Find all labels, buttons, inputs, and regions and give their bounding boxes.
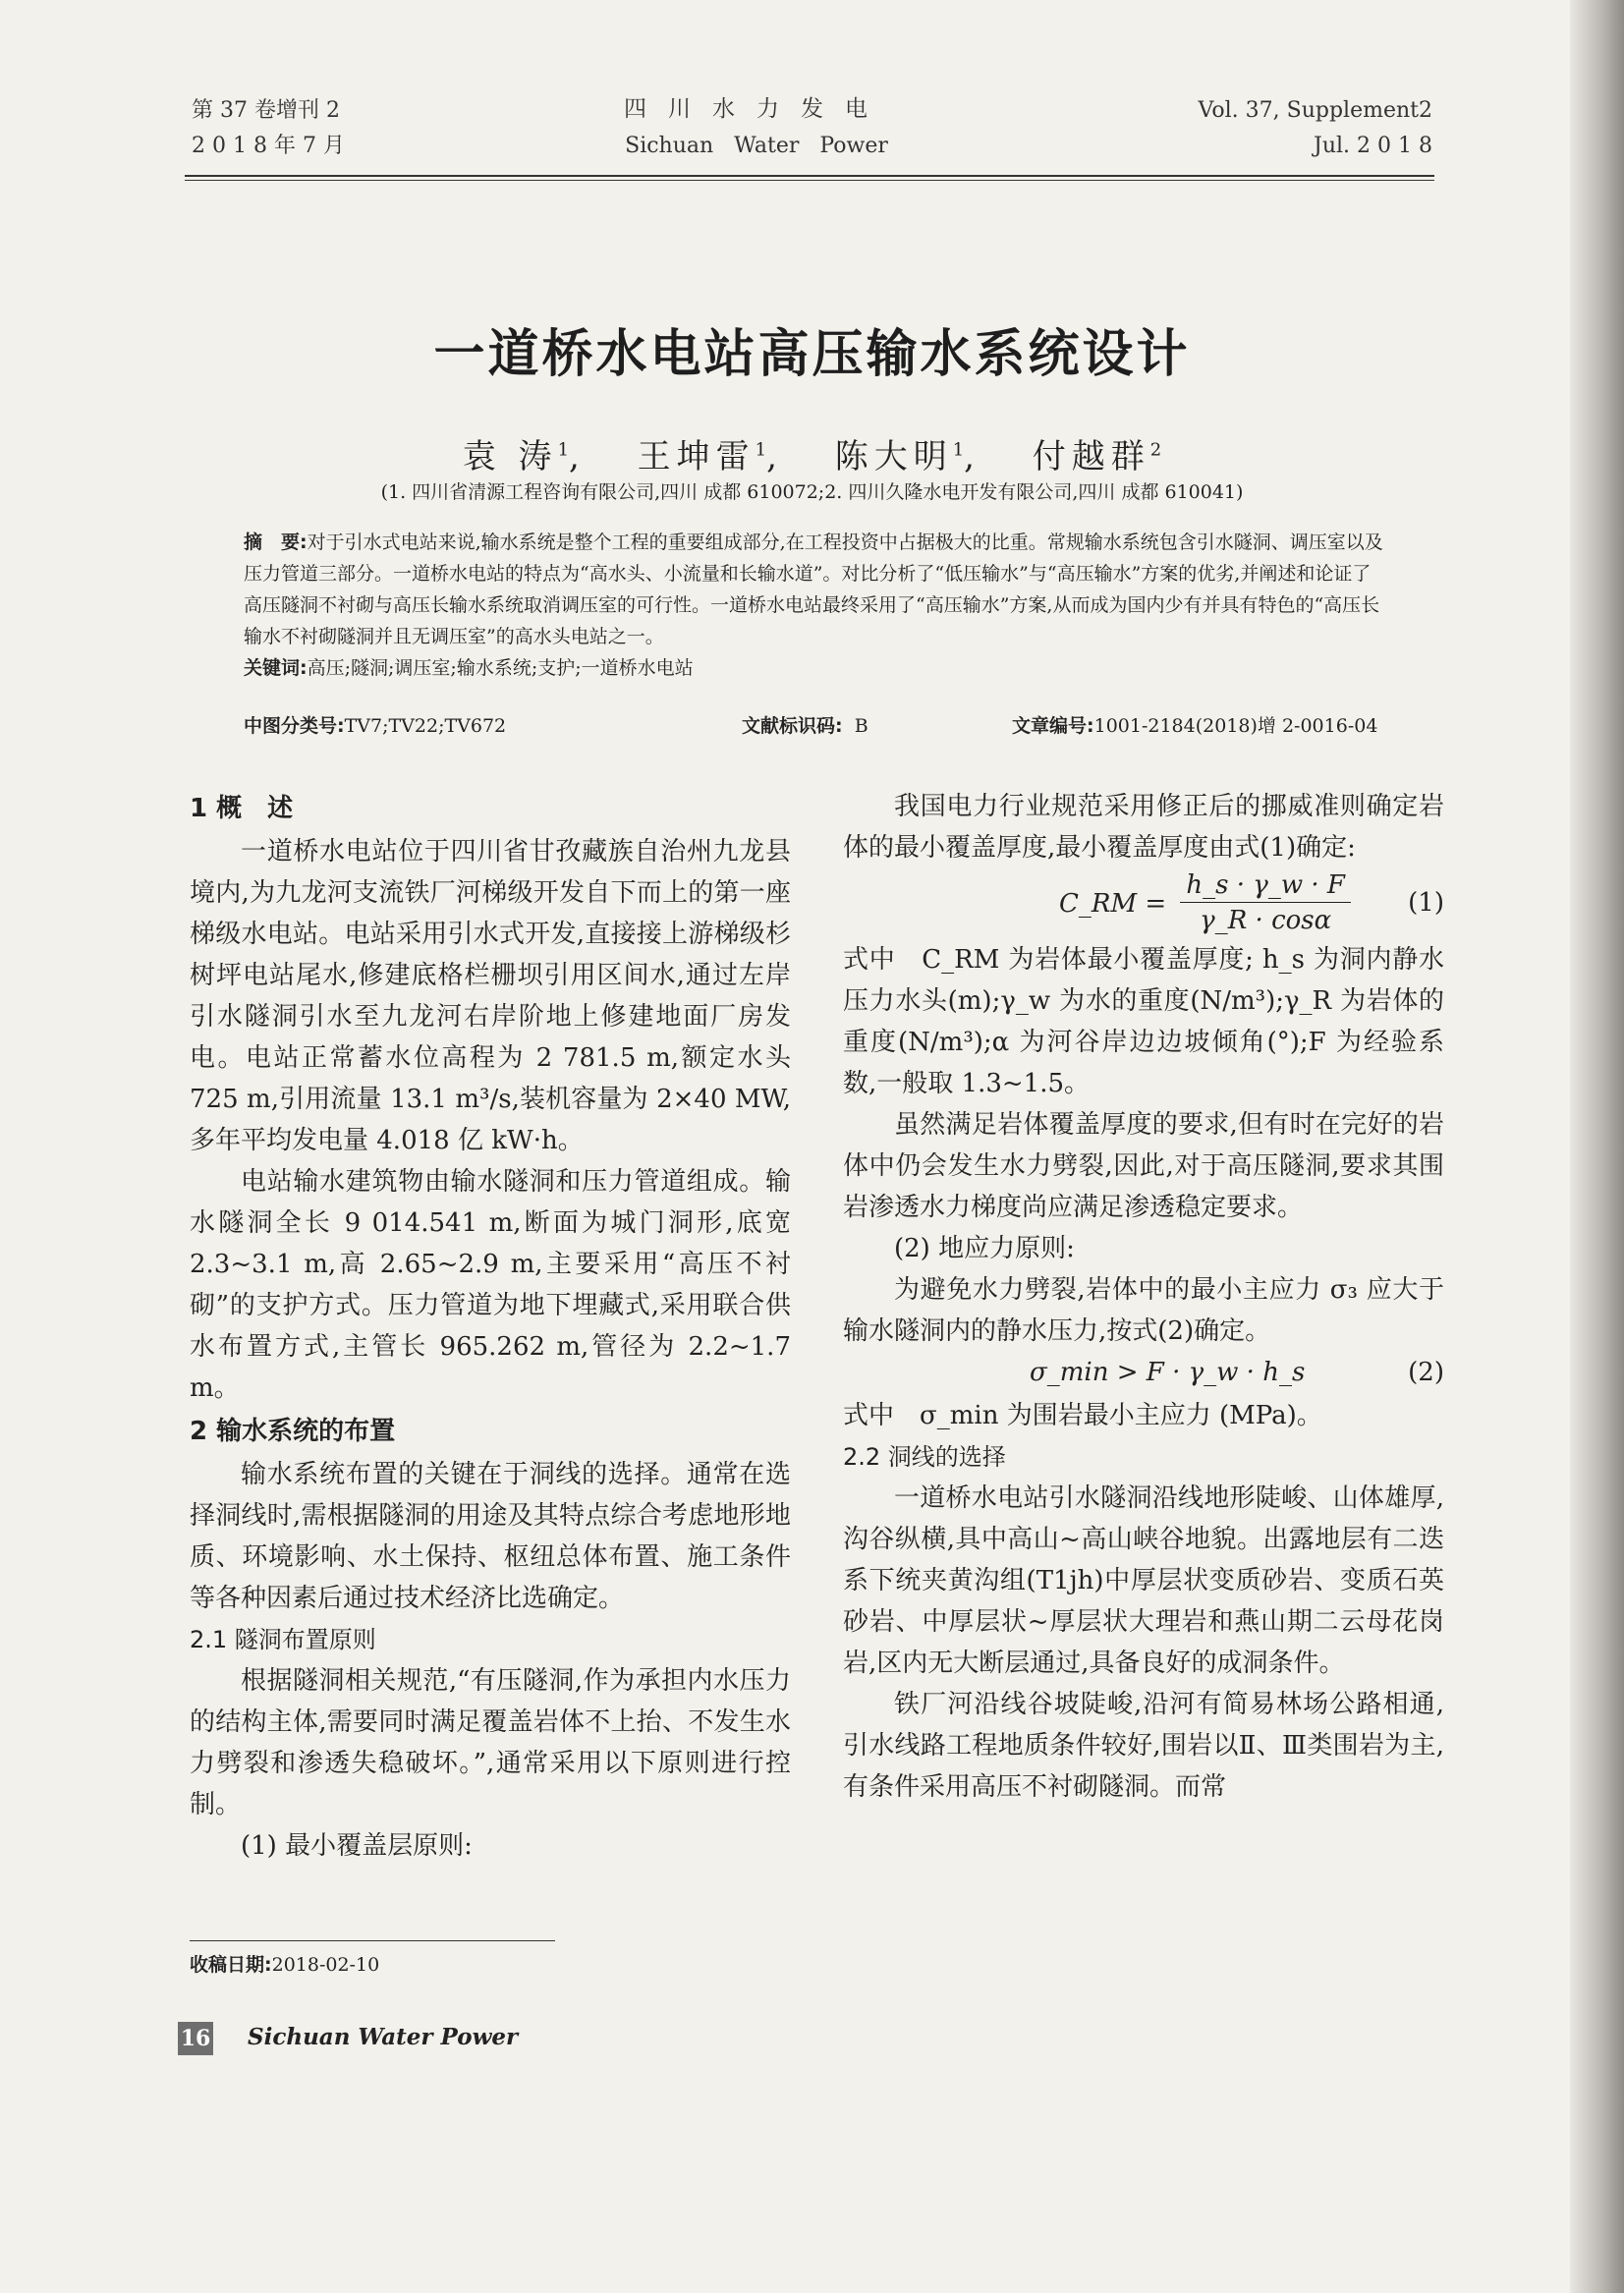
header-center — [550, 90, 963, 165]
paragraph: 电站输水建筑物由输水隧洞和压力管道组成。输水隧洞全长 9 014.541 m,断面为城门洞形,底宽 2.3~3.1 m,高 2.65~2.9 m,主要采用“高压不衬砌”的支护方式。压力管道为地下埋藏式,采用联合供水布置方式,主管长 965.262 m,管径为 2.2~1.7 m。 — [190, 1167, 791, 1403]
paragraph: 式中 σ_min 为围岩最小主应力 (MPa)。 — [843, 1401, 1322, 1430]
volume-issue: 第 37 卷增刊 2 — [192, 98, 340, 123]
abstract-block — [244, 527, 1383, 684]
affiliations: (1. 四川省清源工程咨询有限公司,四川 成都 610072;2. 四川久隆水电开发有限公司,四川 成都 610041) — [380, 481, 1244, 503]
keywords — [244, 652, 1383, 684]
right-column — [843, 786, 1444, 1808]
subsection-heading: 2.1 隧洞布置原则 — [190, 1626, 376, 1653]
paragraph: 一道桥水电站位于四川省甘孜藏族自治州九龙县境内,为九龙河支流铁厂河梯级开发自下而上的第一座梯级水电站。电站采用引水式开发,直接接上游梯级杉树坪电站尾水,修建底格栏栅坝引用区间水,通过左岸引水隧洞引水至九龙河右岸阶地上修建地面厂房发电。电站正常蓄水位高程为 2 781.5 m,额定水头 725 m,引用流量 13.1 m³/s,装机容量为 2×40 MW,多年平均发电量 4.018 亿 kW·h。 — [190, 837, 791, 1155]
journal-name-cn: 四川水力发电 — [624, 96, 889, 122]
author: 付越群$^2$ — [1032, 437, 1162, 476]
page-number: 16 — [178, 2022, 213, 2055]
paragraph: 根据隧洞相关规范,“有压隧洞,作为承担内水压力的结构主体,需要同时满足覆盖岩体不上抬、不发生水力劈裂和渗透失稳破坏。”,通常采用以下原则进行控制。 — [190, 1666, 791, 1819]
abstract — [244, 527, 1383, 652]
section-heading: 1 概 述 — [190, 794, 294, 823]
issue-date: 2 0 1 8 年 7 月 — [192, 134, 345, 158]
author: 袁 涛$^1$, — [462, 437, 586, 476]
received-date: 收稿日期:2018-02-10 — [190, 1954, 380, 1976]
equation-1 — [843, 868, 1444, 939]
paragraph: 为避免水力劈裂,岩体中的最小主应力 σ₃ 应大于输水隧洞内的静水压力,按式(2)确定。 — [843, 1275, 1444, 1346]
paragraph: 铁厂河沿线谷坡陡峻,沿河有简易林场公路相通,引水线路工程地质条件较好,围岩以Ⅱ、Ⅲ类围岩为主,有条件采用高压不衬砌隧洞。而常 — [843, 1690, 1444, 1802]
section-heading: 2 输水系统的布置 — [190, 1417, 396, 1446]
author: 陈大明$^1$, — [834, 437, 980, 476]
keywords-label: 关键词: — [244, 657, 308, 679]
footer-journal-name: Sichuan Water Power — [248, 2024, 519, 2050]
issue-date-en: Jul. 2 0 1 8 — [1314, 134, 1432, 158]
document-code: 文献标识码: B — [742, 715, 868, 737]
equation-numerator: h_s · γ_w · F — [1180, 868, 1351, 903]
paragraph: 我国电力行业规范采用修正后的挪威准则确定岩体的最小覆盖厚度,最小覆盖厚度由式(1)确定: — [843, 792, 1444, 863]
equation-2 — [843, 1352, 1444, 1395]
author: 王坤雷$^1$, — [637, 437, 783, 476]
header-right — [1199, 93, 1432, 164]
paragraph: (1) 最小覆盖层原则: — [241, 1831, 473, 1861]
equation-number: (1) — [1408, 888, 1444, 918]
journal-name-en: Sichuan Water Power — [625, 134, 888, 158]
header-rule — [185, 175, 1434, 177]
subsection-heading: 2.2 洞线的选择 — [843, 1443, 1006, 1471]
paper-title: 一道桥水电站高压输水系统设计 — [433, 325, 1191, 384]
volume-issue-en: Vol. 37, Supplement2 — [1198, 98, 1432, 123]
paragraph: (2) 地应力原则: — [894, 1234, 1075, 1263]
paragraph: 一道桥水电站引水隧洞沿线地形陡峻、山体雄厚,沟谷纵横,具中高山~高山峡谷地貌。出露地层有二迭系下统夹黄沟组(T1jh)中厚层状变质砂岩、变质石英砂岩、中厚层状~厚层状大理岩和燕山期二云母花岗岩,区内无大断层通过,具备良好的成洞条件。 — [843, 1483, 1444, 1678]
footnote-rule — [190, 1940, 555, 1941]
equation-number: (2) — [1408, 1358, 1444, 1387]
equation-denominator: γ_R · cosα — [1200, 906, 1332, 935]
left-column — [190, 786, 791, 1867]
paragraph: 虽然满足岩体覆盖厚度的要求,但有时在完好的岩体中仍会发生水力劈裂,因此,对于高压隧洞,要求其围岩渗透水力梯度尚应满足渗透稳定要求。 — [843, 1110, 1444, 1222]
equation-lhs: C_RM = — [1059, 888, 1167, 919]
author-list — [0, 429, 1624, 477]
paragraph: 输水系统布置的关键在于洞线的选择。通常在选择洞线时,需根据隧洞的用途及其特点综合考虑地形地质、环境影响、水土保持、枢纽总体布置、施工条件等各种因素后通过技术经济比选确定。 — [190, 1460, 791, 1613]
keywords-text: 高压;隧洞;调压室;输水系统;支护;一道桥水电站 — [307, 657, 694, 679]
clc-number: 中图分类号:TV7;TV22;TV672 — [244, 715, 507, 737]
abstract-text: 对于引水式电站来说,输水系统是整个工程的重要组成部分,在工程投资中占据极大的比重。常规输水系统包含引水隧洞、调压室以及压力管道三部分。一道桥水电站的特点为“高水头、小流量和长输水道”。对比分析了“低压输水”与“高压输水”方案的优劣,并阐述和论证了高压隧洞不衬砌与高压长输水系统取消调压室的可行性。一道桥水电站最终采用了“高压输水”方案,从而成为国内少有并具有特色的“高压长输水不衬砌隧洞并且无调压室”的高水头电站之一。 — [244, 531, 1383, 647]
header-rule-thin — [185, 180, 1434, 181]
equation-body: σ_min > F · γ_w · h_s — [1030, 1358, 1306, 1387]
paragraph: 式中 C_RM 为岩体最小覆盖厚度; h_s 为洞内静水压力水头(m);γ_w 为水的重度(N/m³);γ_R 为岩体的重度(N/m³);α 为河谷岸边边坡倾角(°);F 为经验系数,一般取 1.3~1.5。 — [843, 945, 1444, 1098]
header-left — [192, 93, 345, 164]
abstract-label: 摘 要: — [244, 531, 308, 553]
article-number: 文章编号:1001-2184(2018)增 2-0016-04 — [1012, 715, 1378, 737]
